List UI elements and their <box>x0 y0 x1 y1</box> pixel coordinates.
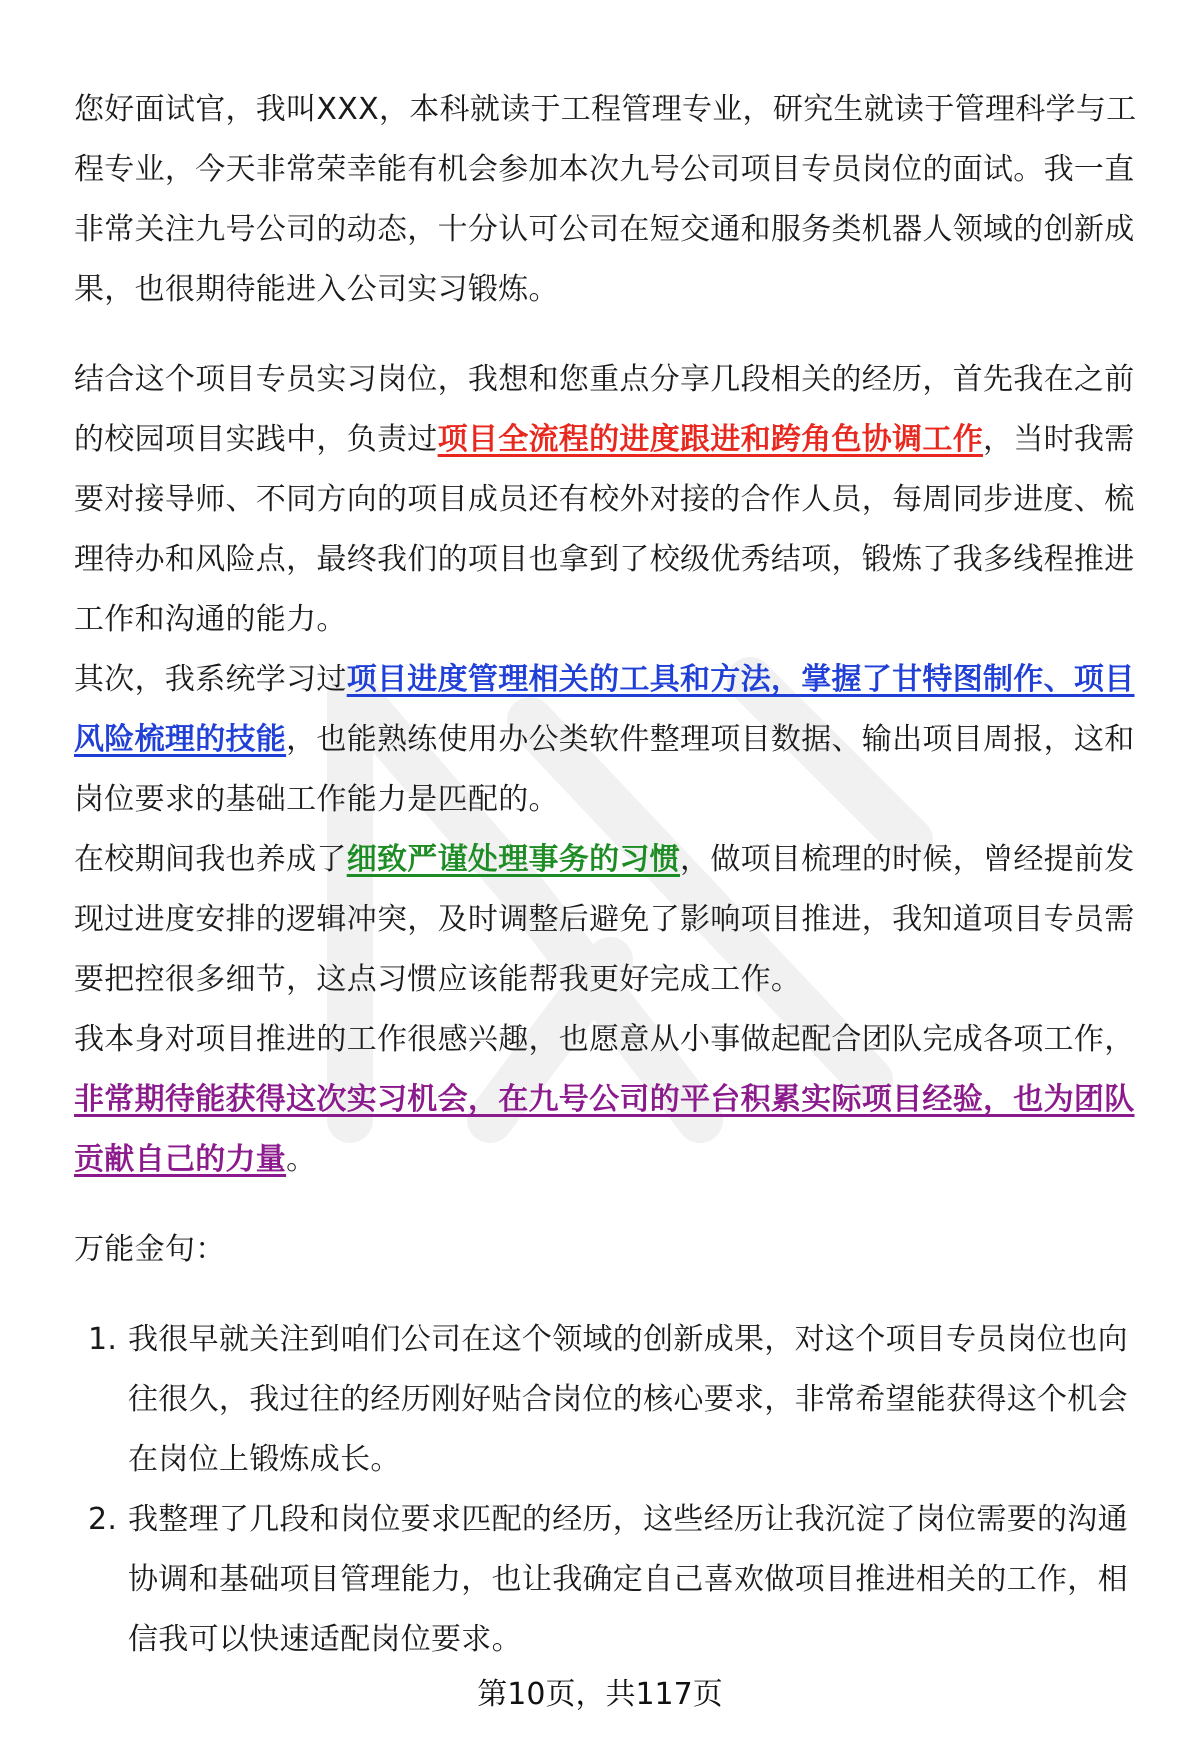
list-item <box>74 1490 1144 1670</box>
closing-highlight: 非常期待能获得这次实习机会，在九号公司的平台积累实际项目经验，也为团队贡献自己的力量 <box>74 1082 1135 1177</box>
skills-text-after: ，也能熟练使用办公类软件整理项目数据、输出项目周报，这和岗位要求的基础工作能力是匹配的。 <box>74 722 1135 817</box>
closing-text-before: 我本身对项目推进的工作很感兴趣，也愿意从小事做起配合团队完成各项工作， <box>74 1022 1135 1057</box>
habit-text-after: ，做项目梳理的时候，曾经提前发现过进度安排的逻辑冲突，及时调整后避免了影响项目推进，我知道项目专员需要把控很多细节，这点习惯应该能帮我更好完成工作。 <box>74 842 1135 997</box>
golden-sentences-title: 万能金句： <box>74 1232 226 1267</box>
skills-paragraph <box>74 650 1144 830</box>
list-item <box>74 1310 1144 1490</box>
paragraph-gap <box>74 320 1144 350</box>
paragraph-gap <box>74 1280 1144 1310</box>
skills-text-before: 其次，我系统学习过 <box>74 662 347 697</box>
habit-highlight: 细致严谨处理事务的习惯 <box>346 842 681 877</box>
golden-sentences-list <box>74 1310 1144 1670</box>
closing-text-after: 。 <box>286 1142 317 1177</box>
habit-paragraph <box>74 830 1144 1010</box>
experience-highlight: 项目全流程的进度跟进和跨角色协调工作 <box>437 422 984 457</box>
list-item-number: 1. <box>88 1322 118 1357</box>
list-item-text: 我很早就关注到咱们公司在这个领域的创新成果，对这个项目专员岗位也向往很久，我过往的经历刚好贴合岗位的核心要求，非常希望能获得这个机会在岗位上锻炼成长。 <box>128 1322 1128 1477</box>
intro-paragraph: 您好面试官，我叫XXX，本科就读于工程管理专业，研究生就读于管理科学与工程专业，今天非常荣幸能有机会参加本次九号公司项目专员岗位的面试。我一直非常关注九号公司的动态，十分认可公司在短交通和服务类机器人领域的创新成果，也很期待能进入公司实习锻炼。 <box>74 92 1137 307</box>
experience-text-after: ，当时我需要对接导师、不同方向的项目成员还有校外对接的合作人员，每周同步进度、梳理待办和风险点，最终我们的项目也拿到了校级优秀结项，锻炼了我多线程推进工作和沟通的能力。 <box>74 422 1135 637</box>
paragraph-gap <box>74 1190 1144 1220</box>
experience-text-before: 结合这个项目专员实习岗位，我想和您重点分享几段相关的经历，首先我在之前的校园项目实践中，负责过 <box>74 362 1135 457</box>
habit-text-before: 在校期间我也养成了 <box>74 842 347 877</box>
closing-paragraph <box>74 1010 1144 1190</box>
experience-paragraph <box>74 350 1144 650</box>
document-body <box>74 80 1144 1670</box>
page-number-footer: 第10页，共117页 <box>477 1677 723 1712</box>
skills-highlight: 项目进度管理相关的工具和方法，掌握了甘特图制作、项目风险梳理的技能 <box>74 662 1135 757</box>
list-item-number: 2. <box>88 1502 118 1537</box>
list-item-text: 我整理了几段和岗位要求匹配的经历，这些经历让我沉淀了岗位需要的沟通协调和基础项目管理能力，也让我确定自己喜欢做项目推进相关的工作，相信我可以快速适配岗位要求。 <box>128 1502 1128 1657</box>
